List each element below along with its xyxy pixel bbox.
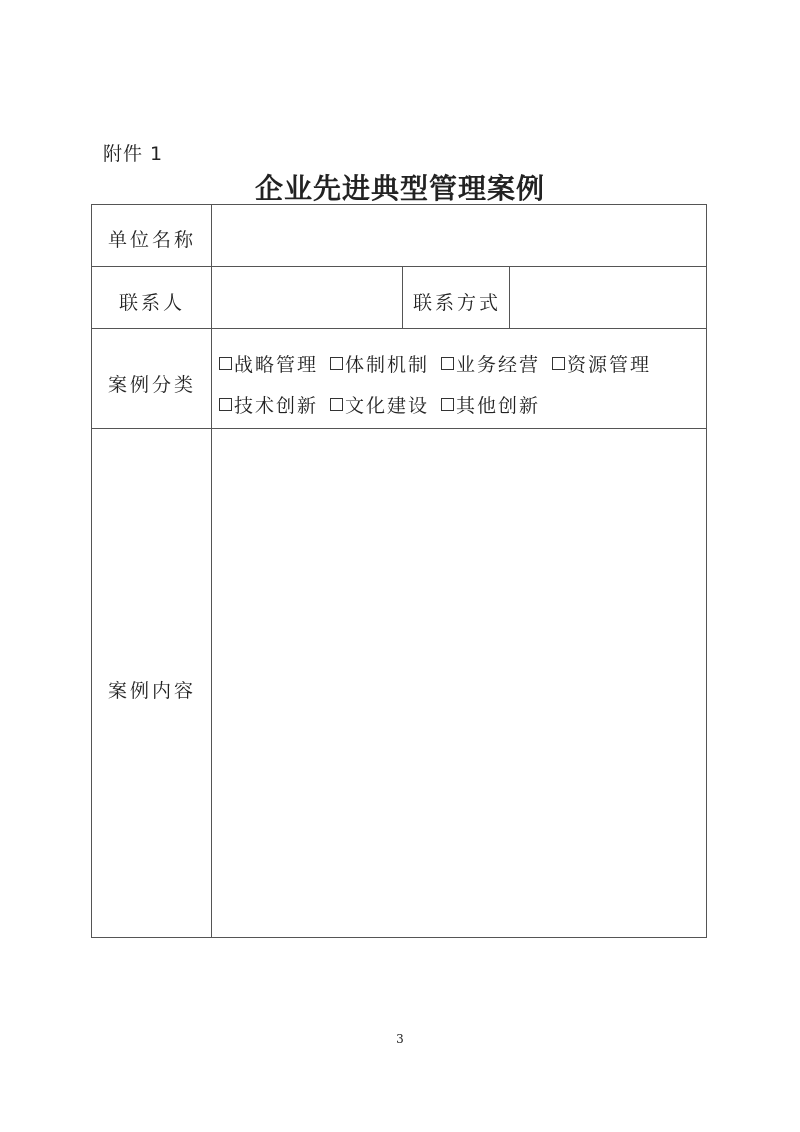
- option-strategy-management[interactable]: [219, 350, 318, 377]
- document-title: 企业先进典型管理案例: [254, 172, 545, 205]
- checkbox-icon[interactable]: [330, 357, 343, 370]
- unit-name-label: 单位名称: [108, 229, 197, 251]
- column-divider: [402, 267, 403, 328]
- option-label: 资源管理: [567, 354, 652, 376]
- option-label: 其他创新: [456, 395, 541, 417]
- checkbox-icon[interactable]: [330, 398, 343, 411]
- option-technology-innovation[interactable]: [219, 391, 318, 418]
- option-system-mechanism[interactable]: [330, 350, 429, 377]
- case-content-label: 案例内容: [108, 680, 197, 702]
- checkbox-icon[interactable]: [219, 357, 232, 370]
- option-other-innovation[interactable]: [441, 391, 540, 418]
- contact-person-field[interactable]: [212, 267, 402, 328]
- option-label: 体制机制: [345, 354, 430, 376]
- option-label: 文化建设: [345, 395, 430, 417]
- option-label: 业务经营: [456, 354, 541, 376]
- option-label: 技术创新: [234, 395, 319, 417]
- case-content-field[interactable]: [212, 429, 706, 937]
- option-label: 战略管理: [234, 354, 319, 376]
- checkbox-icon[interactable]: [441, 398, 454, 411]
- checkbox-icon[interactable]: [552, 357, 565, 370]
- option-business-operation[interactable]: [441, 350, 540, 377]
- option-resource-management[interactable]: [552, 350, 651, 377]
- case-category-options-row-2: [219, 391, 552, 418]
- case-category-options-row-1: [219, 350, 663, 377]
- contact-method-field[interactable]: [510, 267, 706, 328]
- case-category-label: 案例分类: [108, 374, 197, 396]
- contact-person-label: 联系人: [119, 292, 186, 314]
- checkbox-icon[interactable]: [441, 357, 454, 370]
- contact-method-label: 联系方式: [413, 292, 502, 314]
- checkbox-icon[interactable]: [219, 398, 232, 411]
- page-number: 3: [396, 1032, 404, 1046]
- attachment-label: 附件 1: [103, 143, 164, 165]
- row-divider: [92, 328, 706, 329]
- unit-name-field[interactable]: [212, 205, 706, 266]
- option-culture-building[interactable]: [330, 391, 429, 418]
